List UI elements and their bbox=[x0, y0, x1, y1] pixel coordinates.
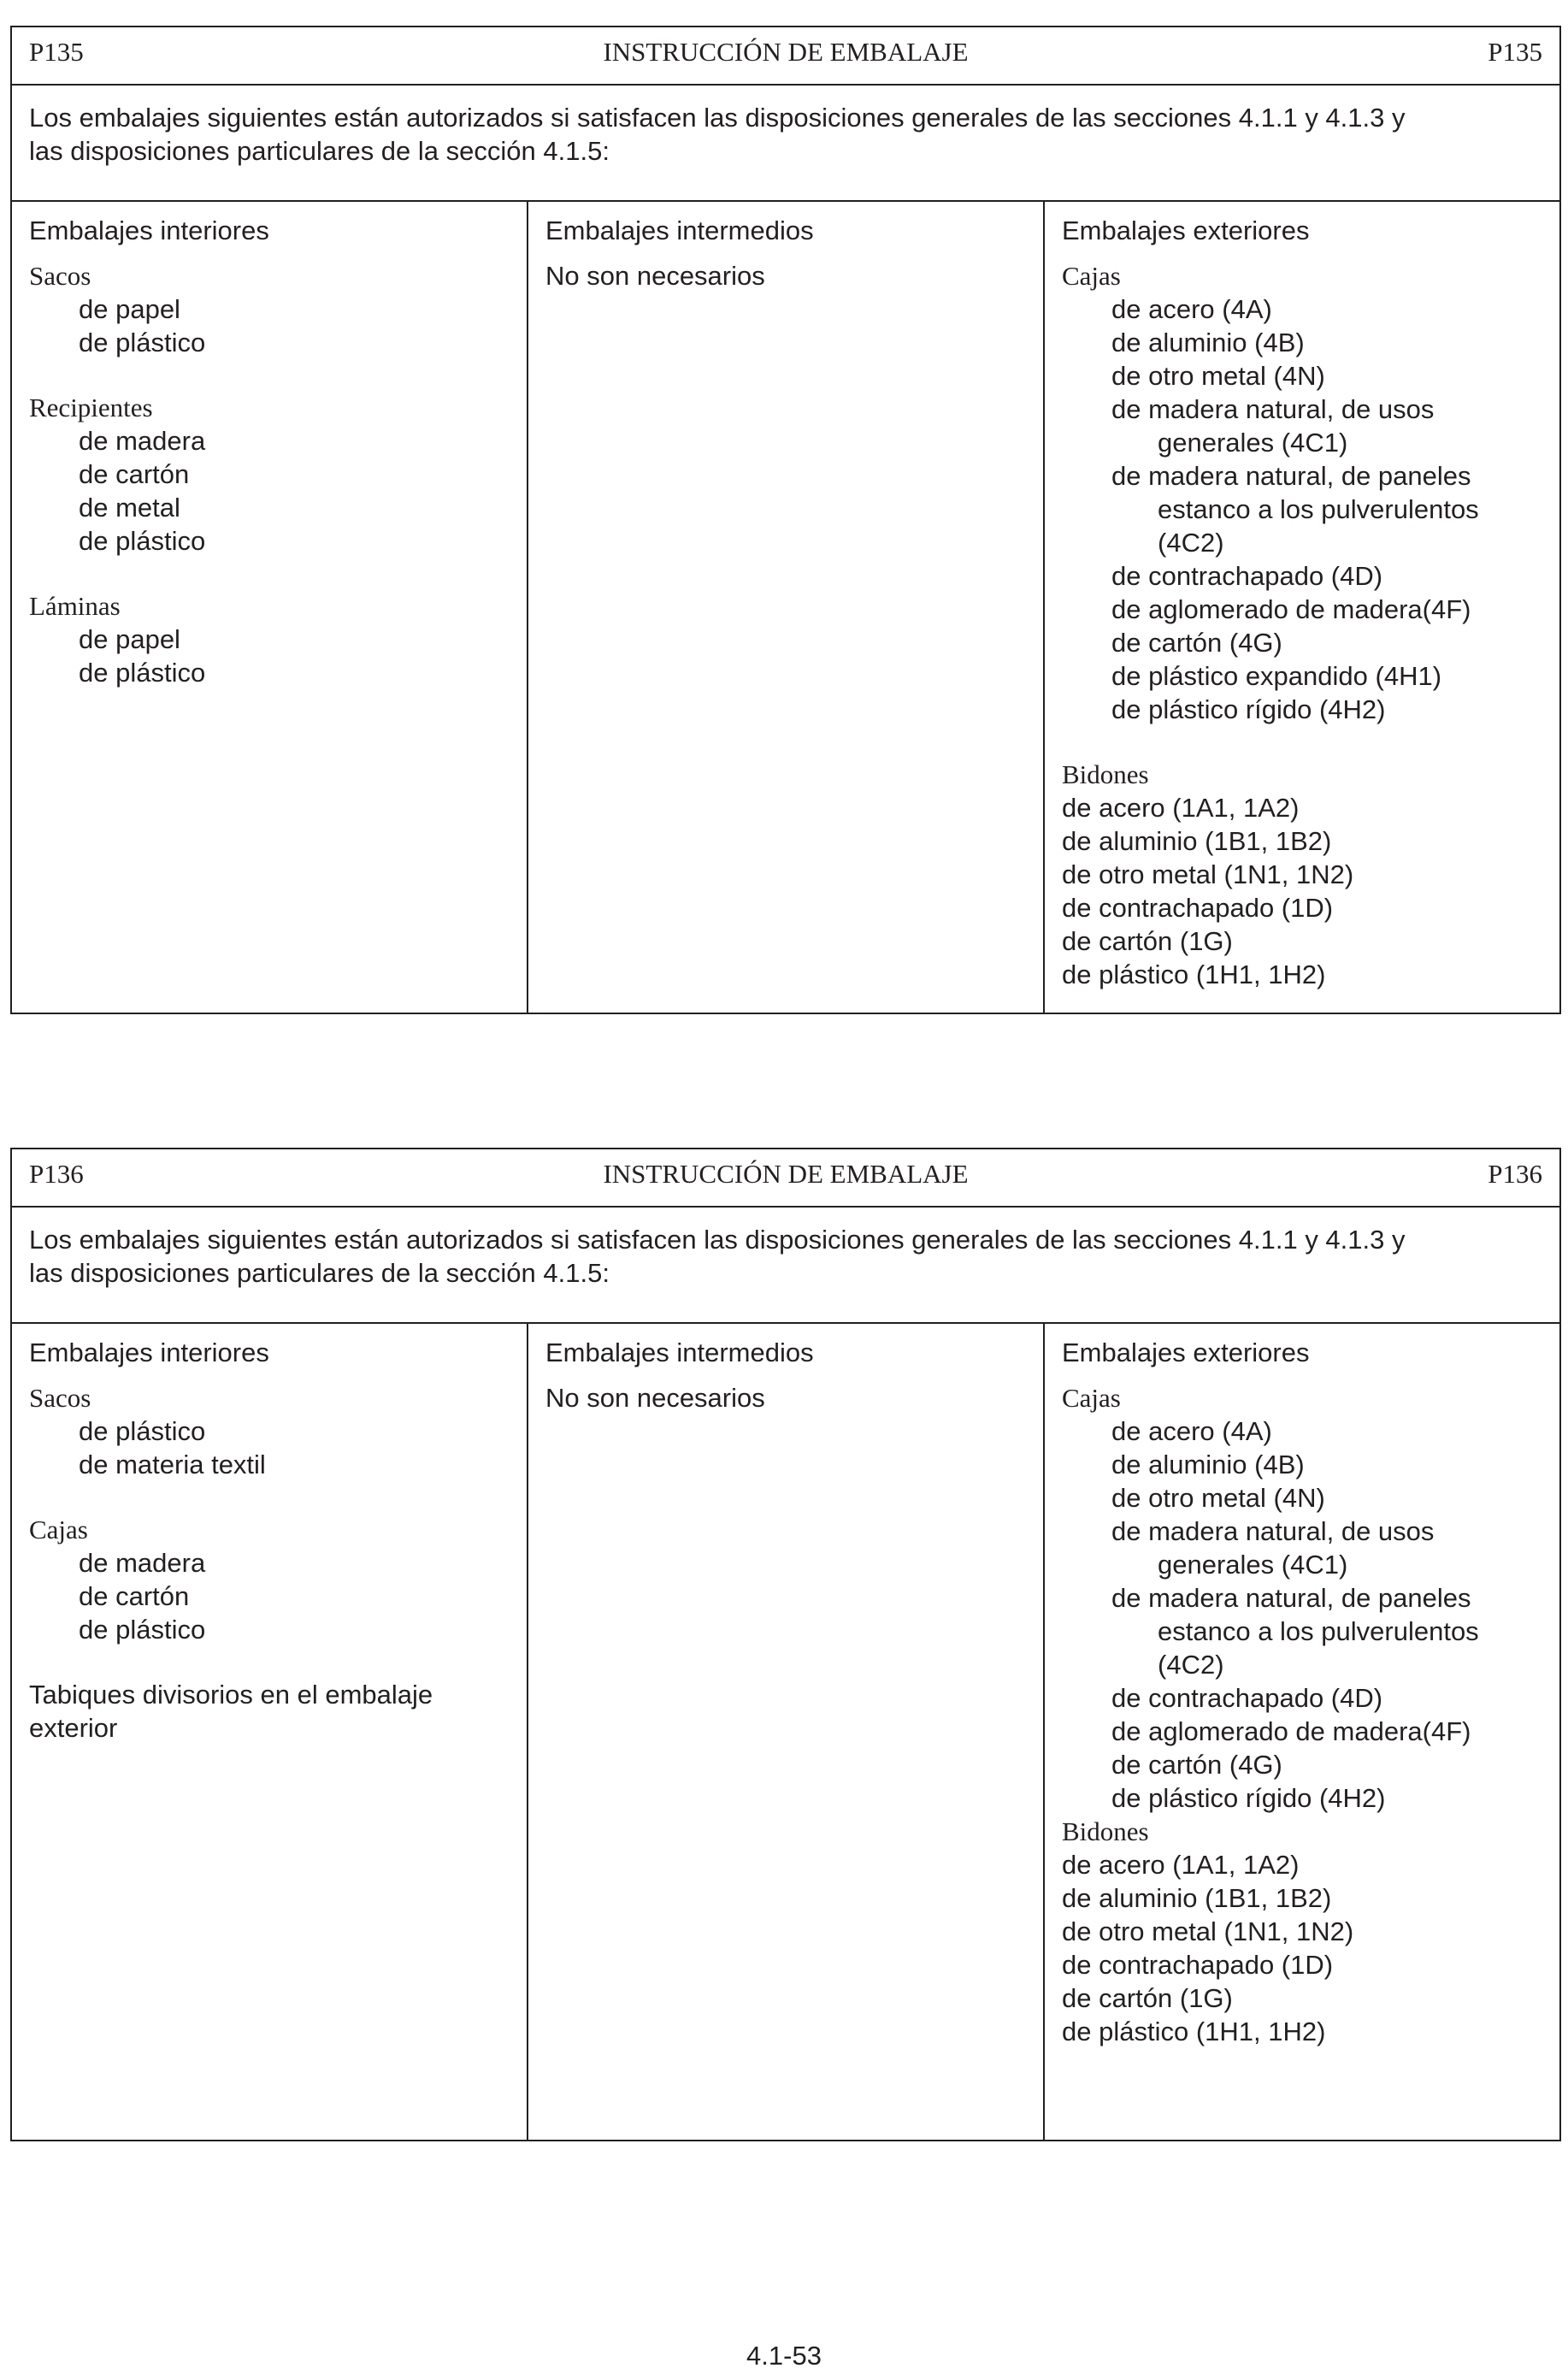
list-item: de papel bbox=[79, 294, 180, 324]
list-item: de contrachapado (4D) bbox=[1111, 1683, 1383, 1713]
list-item bbox=[1062, 1581, 1551, 1681]
group-label: Sacos bbox=[29, 261, 91, 291]
list-item: de acero (4A) bbox=[1111, 1416, 1272, 1446]
list-item: de aglomerado de madera(4F) bbox=[1111, 1716, 1471, 1746]
list-item: de aglomerado de madera(4F) bbox=[1111, 594, 1471, 624]
packing-instruction-p135 bbox=[10, 26, 1561, 1014]
list-item: de materia textil bbox=[79, 1450, 266, 1479]
pi-code-left: P136 bbox=[29, 1159, 84, 1189]
list-item: de aluminio (4B) bbox=[1111, 328, 1305, 357]
list-item: de otro metal (4N) bbox=[1111, 361, 1325, 391]
intermediate-packagings-column bbox=[528, 202, 1045, 1013]
list-item: de contrachapado (4D) bbox=[1111, 561, 1383, 591]
list-item-text: de madera natural, de usos bbox=[1111, 1516, 1435, 1546]
group-label: Cajas bbox=[29, 1515, 88, 1544]
pi-title: INSTRUCCIÓN DE EMBALAJE bbox=[603, 1159, 969, 1189]
packing-instruction-p136 bbox=[10, 1148, 1561, 2141]
column-header: Embalajes intermedios bbox=[545, 216, 814, 245]
list-item: de plástico bbox=[79, 1416, 206, 1446]
pi-intro-line: las disposiciones particulares de la sección 4.1.5: bbox=[29, 136, 610, 166]
list-item: de plástico rígido (4H2) bbox=[1111, 1783, 1386, 1813]
group-label: Bidones bbox=[1062, 1816, 1149, 1846]
pi-code-right: P135 bbox=[1488, 37, 1542, 67]
group-label: Sacos bbox=[29, 1383, 91, 1413]
list-item-continuation: (4C2) bbox=[1158, 1650, 1224, 1680]
pi-columns bbox=[12, 1324, 1559, 2140]
pi-intro bbox=[12, 84, 1559, 202]
list-item: de plástico bbox=[79, 526, 206, 556]
outer-packagings-column bbox=[1045, 1324, 1559, 2140]
list-item: de cartón (1G) bbox=[1062, 1983, 1233, 2013]
column-header: Embalajes exteriores bbox=[1062, 1338, 1310, 1367]
list-item: de contrachapado (1D) bbox=[1062, 893, 1334, 923]
list-item: de madera bbox=[79, 1548, 206, 1578]
column-header: Embalajes interiores bbox=[29, 1338, 269, 1367]
dividers-text: exterior bbox=[29, 1713, 118, 1743]
group-label: Bidones bbox=[1062, 759, 1149, 789]
group-label: Láminas bbox=[29, 591, 121, 621]
list-item-text: de madera natural, de paneles bbox=[1111, 461, 1471, 491]
list-item: de madera bbox=[79, 426, 206, 456]
column-header: Embalajes exteriores bbox=[1062, 216, 1310, 245]
pi-intro-line: las disposiciones particulares de la sección 4.1.5: bbox=[29, 1258, 610, 1288]
list-item-continuation: generales (4C1) bbox=[1158, 428, 1348, 458]
pi-columns bbox=[12, 202, 1559, 1013]
list-item-continuation: generales (4C1) bbox=[1158, 1550, 1348, 1580]
list-item bbox=[1062, 393, 1551, 459]
not-required-text: No son necesarios bbox=[545, 261, 765, 291]
list-item-continuation: estanco a los pulverulentos bbox=[1158, 494, 1479, 524]
dividers-text: Tabiques divisorios en el embalaje bbox=[29, 1680, 433, 1710]
pi-intro-line: Los embalajes siguientes están autorizados si satisfacen las disposiciones generales de las secciones 4.1.1 y 4.1.3 y bbox=[29, 103, 1406, 133]
list-item: de plástico bbox=[79, 658, 206, 688]
pi-header bbox=[12, 1149, 1559, 1208]
list-item: de cartón bbox=[79, 459, 190, 489]
list-item: de cartón (4G) bbox=[1111, 628, 1282, 658]
list-item: de otro metal (1N1, 1N2) bbox=[1062, 1916, 1354, 1946]
column-header: Embalajes intermedios bbox=[545, 1338, 814, 1367]
outer-packagings-column bbox=[1045, 202, 1559, 1013]
list-item: de plástico bbox=[79, 1615, 206, 1645]
group-label: Recipientes bbox=[29, 393, 153, 422]
pi-header bbox=[12, 27, 1559, 86]
list-item-continuation: (4C2) bbox=[1158, 528, 1224, 558]
list-item: de metal bbox=[79, 493, 180, 523]
column-header: Embalajes interiores bbox=[29, 216, 269, 245]
group-label: Cajas bbox=[1062, 261, 1121, 291]
group-label: Cajas bbox=[1062, 1383, 1121, 1413]
list-item bbox=[1062, 459, 1551, 559]
list-item: de acero (4A) bbox=[1111, 294, 1272, 324]
list-item bbox=[1062, 1515, 1551, 1581]
inner-packagings-column bbox=[12, 202, 528, 1013]
list-item: de aluminio (1B1, 1B2) bbox=[1062, 826, 1332, 856]
list-item-text: de madera natural, de paneles bbox=[1111, 1583, 1471, 1613]
not-required-text: No son necesarios bbox=[545, 1383, 765, 1413]
list-item: de otro metal (1N1, 1N2) bbox=[1062, 859, 1354, 889]
list-item: de cartón (1G) bbox=[1062, 926, 1233, 956]
list-item-text: de madera natural, de usos bbox=[1111, 394, 1435, 424]
pi-intro-line: Los embalajes siguientes están autorizados si satisfacen las disposiciones generales de las secciones 4.1.1 y 4.1.3 y bbox=[29, 1225, 1406, 1255]
list-item: de plástico (1H1, 1H2) bbox=[1062, 960, 1326, 989]
intermediate-packagings-column bbox=[528, 1324, 1045, 2140]
list-item: de acero (1A1, 1A2) bbox=[1062, 793, 1300, 823]
list-item: de aluminio (4B) bbox=[1111, 1450, 1305, 1479]
list-item: de acero (1A1, 1A2) bbox=[1062, 1850, 1300, 1880]
list-item: de cartón bbox=[79, 1581, 190, 1611]
inner-packagings-column bbox=[12, 1324, 528, 2140]
pi-code-right: P136 bbox=[1488, 1159, 1542, 1189]
list-item-continuation: estanco a los pulverulentos bbox=[1158, 1616, 1479, 1646]
list-item: de papel bbox=[79, 624, 180, 654]
pi-intro bbox=[12, 1206, 1559, 1324]
pi-code-left: P135 bbox=[29, 37, 84, 67]
pi-title: INSTRUCCIÓN DE EMBALAJE bbox=[603, 37, 969, 67]
list-item: de contrachapado (1D) bbox=[1062, 1950, 1334, 1980]
list-item: de otro metal (4N) bbox=[1111, 1483, 1325, 1513]
list-item: de plástico (1H1, 1H2) bbox=[1062, 2017, 1326, 2046]
list-item: de aluminio (1B1, 1B2) bbox=[1062, 1883, 1332, 1913]
list-item: de plástico rígido (4H2) bbox=[1111, 694, 1386, 724]
list-item: de plástico expandido (4H1) bbox=[1111, 661, 1442, 691]
page-number: 4.1-53 bbox=[746, 2341, 822, 2371]
list-item: de cartón (4G) bbox=[1111, 1750, 1282, 1780]
list-item: de plástico bbox=[79, 328, 206, 357]
